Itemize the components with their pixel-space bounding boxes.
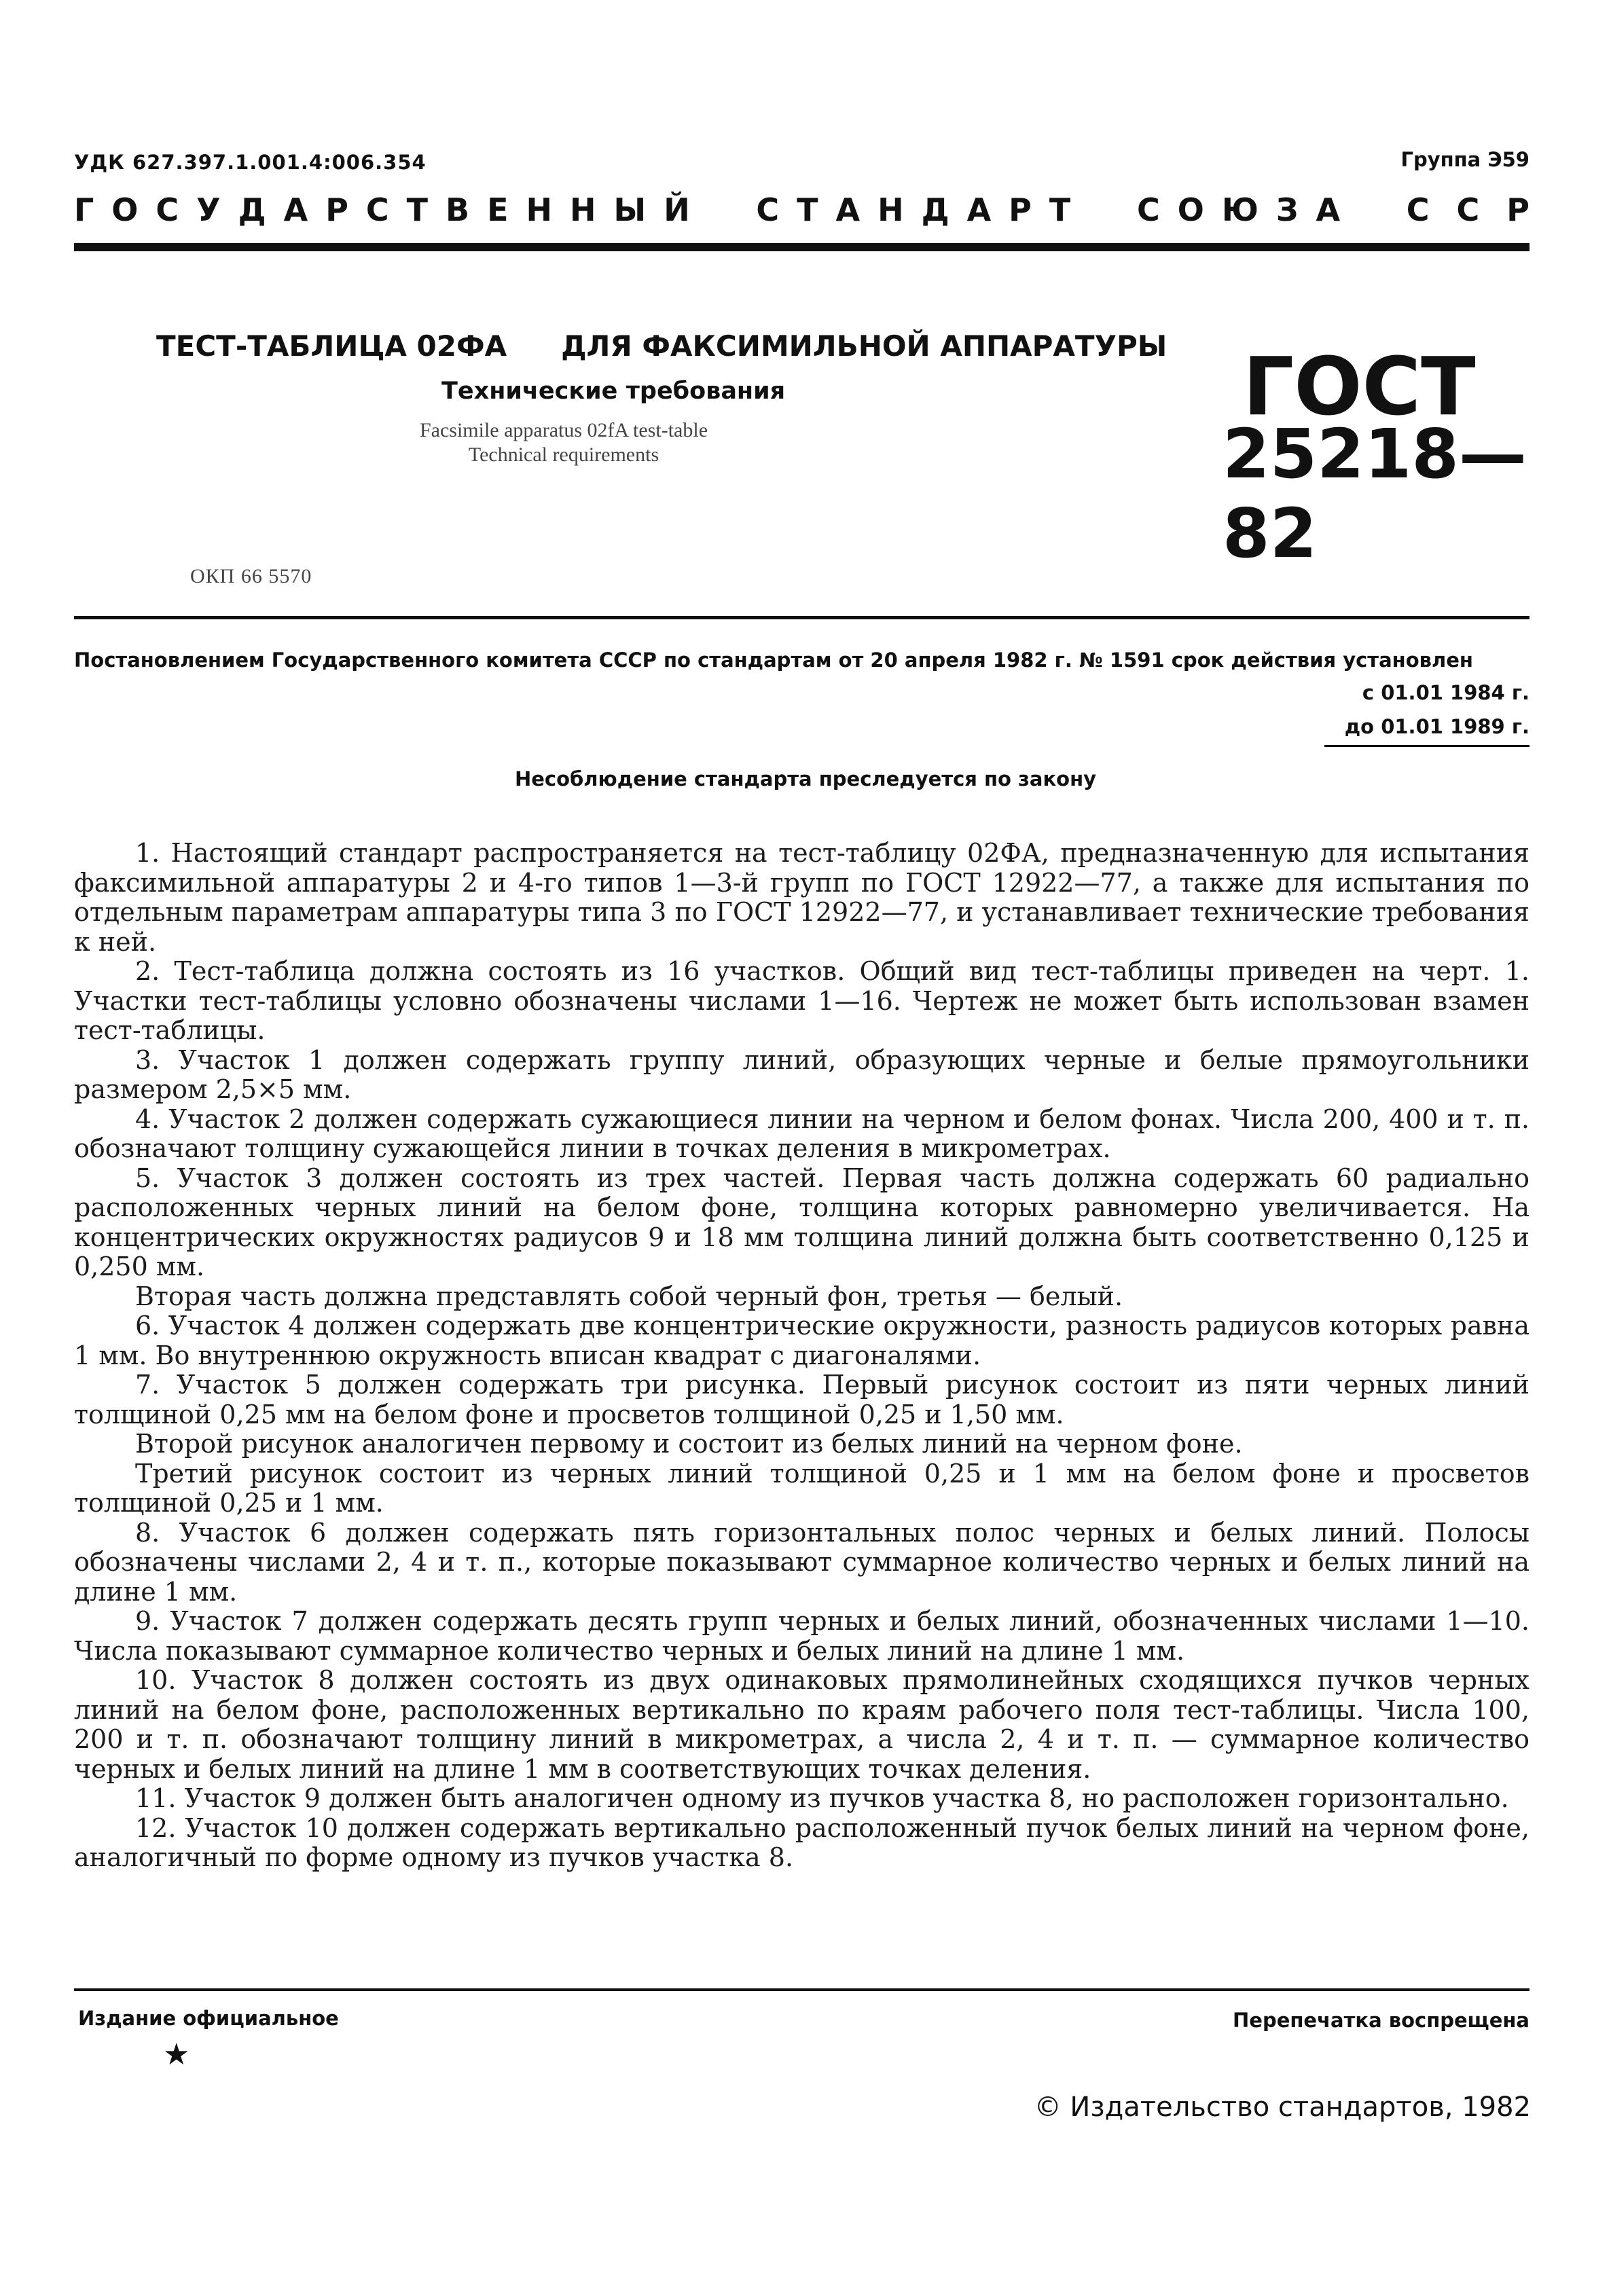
udk-code: УДК 627.397.1.001.4:006.354 xyxy=(74,151,427,174)
paragraph: 11. Участок 9 должен быть аналогичен одному из пучков участка 8, но расположен горизонтально. xyxy=(135,1783,1509,1813)
state-word-4: ССР xyxy=(1406,192,1557,228)
star-icon: ★ xyxy=(163,2037,190,2072)
group-code: Группа Э59 xyxy=(1400,148,1529,171)
paragraph: 2. Тест-таблица должна состоять из 16 участков. Общий вид тест-таблицы приведен на черт. 1. Участки тест-таблицы условно обозначены числами 1—16. Чертеж не может быть использован взамен тест-таблицы. xyxy=(74,956,1529,1045)
publisher-copyright: © Издательство стандартов, 1982 xyxy=(1034,2092,1531,2123)
paragraph: 9. Участок 7 должен содержать десять групп черных и белых линий, обозначенных числами 1—10. Числа показывают суммарное количество черных и белых линий на длине 1 мм. xyxy=(74,1606,1529,1666)
paragraph: 6. Участок 4 должен содержать две концентрические окружности, разность радиусов которых равна 1 мм. Во внутреннюю окружность вписан квадрат с диагоналями. xyxy=(74,1311,1529,1370)
valid-from: с 01.01 1984 г. xyxy=(1362,681,1529,704)
state-standard-heading xyxy=(74,192,1557,228)
paragraph: 8. Участок 6 должен содержать пять горизонтальных полос черных и белых линий. Полосы обозначены числами 2, 4 и т. п., которые показывают суммарное количество черных и белых линий на длине 1 мм. xyxy=(74,1517,1529,1607)
gost-number: 25218—82 xyxy=(1223,414,1527,573)
state-word-2: СТАНДАРТ xyxy=(756,192,1089,228)
english-title-line-2: Technical requirements xyxy=(468,443,659,466)
reprint-notice: Перепечатка воспрещена xyxy=(1233,2009,1529,2032)
decree-text: Постановлением Государственного комитета СССР по стандартам от 20 апреля 1982 г. № 1591 срок действия установлен xyxy=(74,649,1473,672)
valid-to: до 01.01 1989 г. xyxy=(1344,715,1529,738)
title-right: ДЛЯ ФАКСИМИЛЬНОЙ АППАРАТУРЫ xyxy=(561,329,1167,363)
document-subtitle: Технические требования xyxy=(441,378,786,405)
paragraph: 4. Участок 2 должен содержать сужающиеся линии на черном и белом фонах. Числа 200, 400 и т. п. обозначают толщину сужающейся линии в точках деления в микрометрах. xyxy=(74,1104,1529,1163)
validity-rule xyxy=(1324,745,1529,747)
paragraph: 5. Участок 3 должен состоять из трех частей. Первая часть должна содержать 60 радиально расположенных черных линий на белом фоне, толщина которых равномерно увеличивается. На концентрических окружностях радиусов 9 и 18 мм толщина линий должна быть соответственно 0,125 и 0,250 мм. xyxy=(74,1163,1529,1281)
paragraph: 1. Настоящий стандарт распространяется на тест-таблицу 02ФА, предназначенную для испытания факсимильной аппаратуры 2 и 4-го типов 1—3-й групп по ГОСТ 12922—77, а также для испытания по отдельным параметрам аппаратуры типа 3 по ГОСТ 12922—77, и устанавливает технические требования к ней. xyxy=(74,838,1529,957)
state-word-3: СОЮЗА xyxy=(1136,192,1358,228)
gost-label: ГОСТ xyxy=(1243,340,1476,433)
document-title xyxy=(156,329,1167,363)
paragraph: 7. Участок 5 должен содержать три рисунка. Первый рисунок состоит из пяти черных линий толщиной 0,25 мм на белом фоне и просветов толщиной 0,25 и 1,50 мм. xyxy=(74,1370,1529,1429)
okp-code: ОКП 66 5570 xyxy=(190,565,312,587)
paragraph: Второй рисунок аналогичен первому и состоит из белых линий на черном фоне. xyxy=(135,1429,1243,1459)
title-block xyxy=(156,329,1167,467)
footer-rule xyxy=(74,1988,1529,1991)
header-rule xyxy=(74,616,1529,619)
top-rule xyxy=(74,243,1529,251)
paragraph: 10. Участок 8 должен состоять из двух одинаковых прямолинейных сходящихся пучков черных линий на белом фоне, расположенных вертикально по краям рабочего поля тест-таблицы. Числа 100, 200 и т. п. обозначают толщину линий в микрометрах, а числа 2, 4 и т. п. — суммарное количество черных и белых линий на длине 1 мм в соответствующих точках деления. xyxy=(74,1665,1529,1784)
english-title xyxy=(251,418,876,467)
paragraph: Вторая часть должна представлять собой черный фон, третья — белый. xyxy=(135,1281,1123,1311)
body-text xyxy=(74,839,1529,1873)
paragraph: 3. Участок 1 должен содержать группу линий, образующих черные и белые прямоугольники размером 2,5×5 мм. xyxy=(74,1044,1529,1104)
official-edition: Издание официальное xyxy=(78,2007,339,2030)
paragraph: 12. Участок 10 должен содержать вертикально расположенный пучок белых линий на черном фоне, аналогичный по форме одному из пучков участка 8. xyxy=(74,1812,1529,1872)
state-word-1: ГОСУДАРСТВЕННЫЙ xyxy=(74,192,708,228)
title-left: ТЕСТ-ТАБЛИЦА 02ФА xyxy=(156,329,507,363)
english-title-line-1: Facsimile apparatus 02fA test-table xyxy=(419,419,708,441)
paragraph: Третий рисунок состоит из черных линий толщиной 0,25 и 1 мм на белом фоне и просветов толщиной 0,25 и 1 мм. xyxy=(74,1458,1529,1518)
legal-notice: Несоблюдение стандарта преследуется по закону xyxy=(514,767,1097,790)
